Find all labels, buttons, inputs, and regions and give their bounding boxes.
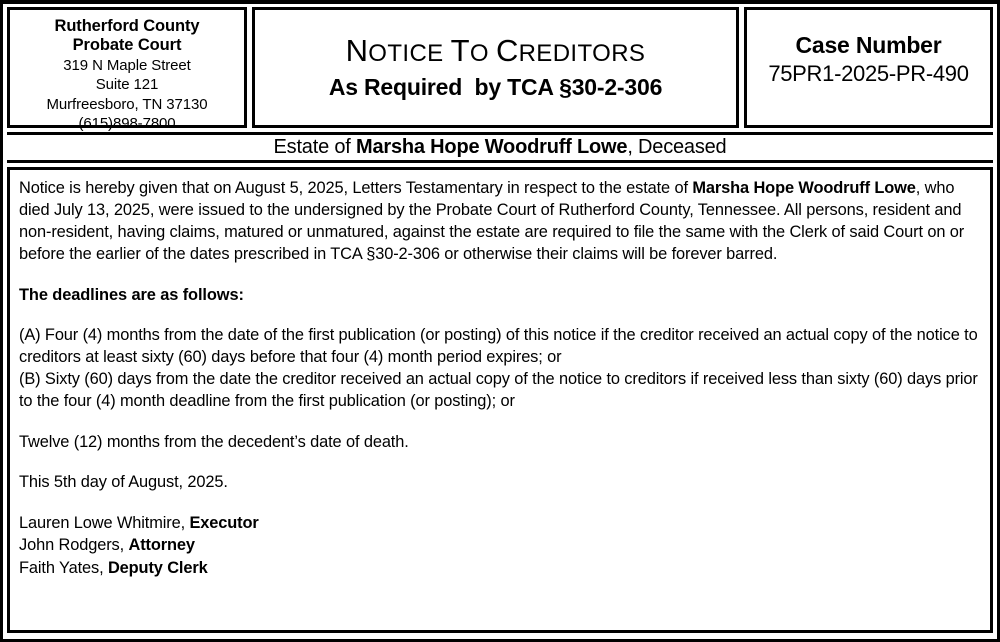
estate-suffix: , Deceased — [627, 136, 727, 158]
title-smallcaps-reditors: REDITORS — [518, 39, 646, 67]
deadline-clause-a: (A) Four (4) months from the date of the first publication (or posting) of this notice if the creditor received an actual copy of the notice to creditors at least sixty (60) days before that four (4) month period expires; or — [19, 326, 978, 367]
spacer-1 — [19, 266, 981, 285]
case-number-value: 75PR1-2025-PR-490 — [768, 61, 969, 87]
signatory-attorney-role: Attorney — [128, 536, 195, 555]
opening-text-before-name: Notice is hereby given that on August 5, 2025, Letters Testamentary in respect to the estate of — [19, 179, 693, 197]
notice-title — [345, 32, 646, 68]
opening-text-after-name: , who died July 13, 2025, were issued to the undersigned by the Probate Court of Rutherford County, Tennessee. All persons, resident and non-resident, having claims, matured or unmatured, against the estate are required to file the same with the Clerk of said Court on or before the earlier of the dates prescribed in TCA §30-2-306 or otherwise their claims will be forever barred. — [19, 179, 965, 263]
spacer-5 — [19, 494, 981, 512]
notice-body-text — [19, 178, 981, 580]
title-space-2 — [489, 40, 496, 67]
court-name-line-1: Rutherford County — [54, 17, 200, 35]
title-cap-t: T — [450, 32, 470, 68]
court-info-box — [7, 7, 247, 133]
signatory-executor-role: Executor — [189, 513, 259, 532]
title-cap-c: C — [495, 32, 519, 68]
deadlines-heading: The deadlines are as follows: — [19, 285, 244, 304]
estate-prefix: Estate of — [273, 136, 356, 158]
signatory-deputy-clerk-role: Deputy Clerk — [107, 559, 208, 578]
deadline-clause-twelve-months: Twelve (12) months from the decedent’s date of death. — [19, 433, 409, 452]
opening-decedent-name: Marsha Hope Woodruff Lowe — [692, 179, 916, 197]
estate-line — [274, 136, 727, 159]
signatory-deputy-clerk — [19, 557, 981, 580]
signatory-attorney-name: John Rodgers, — [19, 536, 129, 555]
court-address-suite: Suite 121 — [95, 76, 159, 94]
case-number-box — [744, 7, 993, 128]
court-address-city-state-zip: Murfreesboro, TN 37130 — [46, 95, 208, 113]
court-phone-number: (615)898-7800 — [78, 115, 176, 133]
court-address-street: 319 N Maple Street — [63, 56, 191, 74]
court-name-line-2: Probate Court — [72, 36, 182, 55]
signatory-executor-name: Lauren Lowe Whitmire, — [19, 513, 190, 532]
spacer-2 — [19, 306, 981, 325]
notice-body-box — [7, 167, 993, 633]
estate-title-bar — [7, 132, 993, 163]
spacer-4 — [19, 454, 981, 472]
dated-line: This 5th day of August, 2025. — [19, 472, 228, 491]
signatory-deputy-clerk-name: Faith Yates, — [19, 559, 108, 578]
notice-subtitle-statute: As Required by TCA §30-2-306 — [328, 74, 663, 101]
document-header — [3, 4, 997, 133]
title-space-1 — [444, 40, 451, 67]
title-cap-n: N — [345, 32, 369, 68]
spacer-3 — [19, 413, 981, 432]
signatory-executor — [19, 512, 981, 535]
opening-paragraph — [19, 178, 981, 266]
title-smallcaps-otice: OTICE — [368, 39, 444, 67]
decedent-name: Marsha Hope Woodruff Lowe — [356, 136, 628, 158]
deadline-clause-b: (B) Sixty (60) days from the date the creditor received an actual copy of the notice to creditors if received less than sixty (60) days prior to the four (4) month deadline from the first publication (or posting); or — [19, 370, 978, 411]
signatory-attorney — [19, 534, 981, 557]
signature-block — [19, 512, 981, 580]
title-smallcaps-o: O — [469, 39, 489, 67]
case-number-label: Case Number — [795, 32, 942, 58]
notice-title-box — [252, 7, 739, 128]
